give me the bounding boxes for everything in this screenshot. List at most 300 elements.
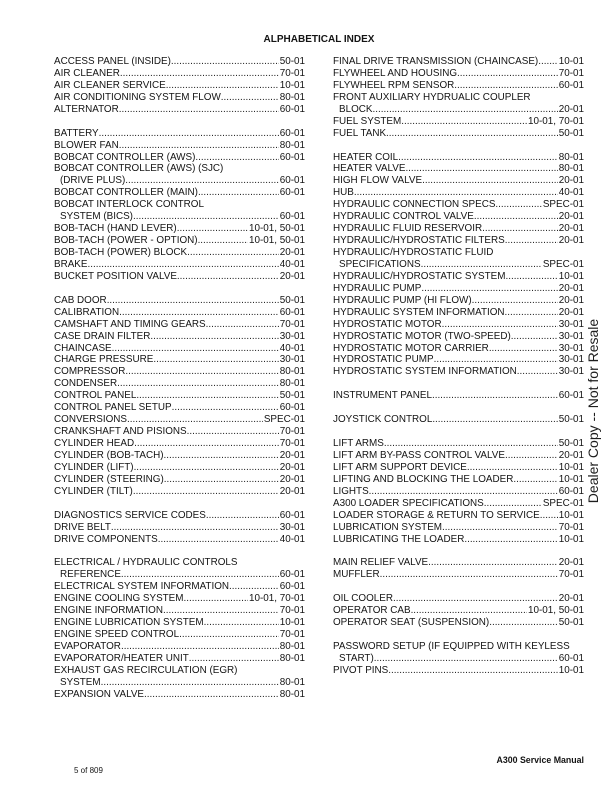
- dot-leader: [421, 283, 557, 295]
- entry-label: BOBCAT INTERLOCK CONTROL: [54, 199, 204, 211]
- entry-page-ref: 40-01: [558, 187, 584, 199]
- entry-label: EVAPORATOR/HEATER UNIT: [54, 652, 189, 664]
- index-entry: [333, 343, 584, 355]
- entry-page-ref: SPEC-01: [263, 414, 305, 426]
- index-entry: [333, 80, 584, 92]
- entry-label: BATTERY: [54, 127, 99, 139]
- entry-label: BOB-TACH (HAND LEVER): [54, 223, 177, 235]
- group-spacer: [54, 116, 305, 128]
- dot-leader: [120, 68, 279, 80]
- dot-leader: [117, 378, 279, 390]
- entry-page-ref: 70-01: [279, 426, 305, 438]
- dot-leader: [177, 223, 248, 235]
- entry-page-ref: 50-01: [279, 294, 305, 306]
- dot-leader: [388, 665, 557, 677]
- entry-page-ref: 60-01: [279, 581, 305, 593]
- entry-label: BOBCAT CONTROLLER (AWS): [54, 151, 196, 163]
- entry-label: MAIN RELIEF VALVE: [333, 557, 429, 569]
- entry-page-ref: 80-01: [279, 640, 305, 652]
- entry-page-ref: 20-01: [558, 294, 584, 306]
- index-entry: [54, 247, 305, 259]
- entry-label: HYDROSTATIC PUMP: [333, 354, 434, 366]
- index-entry: [333, 175, 584, 187]
- entry-page-ref: 80-01: [279, 378, 305, 390]
- dot-leader: [229, 581, 279, 593]
- dot-leader: [398, 152, 558, 164]
- entry-page-ref: 10-01: [279, 79, 305, 91]
- index-entry: [333, 295, 584, 307]
- index-entry: [54, 80, 305, 92]
- entry-label: SPECIFICATIONS: [339, 258, 421, 270]
- entry-page-ref: 30-01: [558, 354, 584, 366]
- entry-label: HEATER COIL: [333, 151, 399, 163]
- entry-label: ACCESS PANEL (INSIDE): [54, 56, 171, 67]
- entry-page-ref: 20-01: [558, 593, 584, 605]
- entry-page-ref: 20-01: [558, 235, 584, 247]
- index-column-right: [333, 56, 584, 677]
- group-spacer: [54, 545, 305, 557]
- dot-leader: [372, 104, 557, 116]
- index-entry: [54, 534, 305, 546]
- entry-page-ref: 10-01: [558, 533, 584, 545]
- dot-leader: [153, 354, 278, 366]
- dot-leader: [489, 343, 558, 355]
- dot-leader: [134, 462, 279, 474]
- entry-label: HYDRAULIC PUMP: [333, 282, 422, 294]
- entry-label: CASE DRAIN FILTER: [54, 330, 151, 342]
- entry-page-ref: 70-01: [558, 521, 584, 533]
- dot-leader: [177, 271, 279, 283]
- entry-page-ref: 60-01: [279, 103, 305, 115]
- dot-leader: [134, 438, 279, 450]
- entry-page-ref: 60-01: [558, 485, 584, 497]
- index-entry: [333, 199, 584, 211]
- entry-page-ref: 80-01: [279, 366, 305, 378]
- index-entry: [54, 331, 305, 343]
- index-entry: [54, 354, 305, 366]
- dot-leader: [354, 187, 558, 199]
- entry-page-ref: 20-01: [558, 103, 584, 115]
- dot-leader: [133, 211, 279, 223]
- entry-page-ref: 30-01: [558, 366, 584, 378]
- entry-label: ELECTRICAL / HYDRAULIC CONTROLS: [54, 557, 238, 569]
- dot-leader: [513, 474, 557, 486]
- entry-label: CYLINDER (TILT): [54, 485, 133, 497]
- entry-label: HUB: [333, 187, 354, 199]
- index-entry-line: [54, 557, 305, 569]
- index-entry: [333, 235, 584, 247]
- entry-page-ref: 60-01: [279, 306, 305, 318]
- dot-leader: [505, 271, 557, 283]
- dot-leader: [457, 68, 558, 80]
- entry-label: LIFT ARM BY-PASS CONTROL VALVE: [333, 449, 505, 461]
- index-entry: [333, 128, 584, 140]
- entry-page-ref: 60-01: [558, 652, 584, 664]
- group-spacer: [333, 581, 584, 593]
- entry-label: HEATER VALVE: [333, 163, 406, 175]
- entry-label: LIFT ARM SUPPORT DEVICE: [333, 461, 467, 473]
- entry-label: LIFTING AND BLOCKING THE LOADER: [333, 473, 514, 485]
- page-title: ALPHABETICAL INDEX: [263, 34, 375, 45]
- dot-leader: [511, 331, 558, 343]
- entry-label: FRONT AUXILIARY HYDRUALIC COUPLER: [333, 91, 531, 103]
- entry-page-ref: SPEC-01: [542, 497, 584, 509]
- entry-page-ref: 30-01: [558, 330, 584, 342]
- entry-page-ref: 10-01, 70-01: [527, 115, 584, 127]
- group-spacer: [333, 378, 584, 390]
- index-entry: [333, 187, 584, 199]
- dot-leader: [150, 331, 278, 343]
- dot-leader: [432, 390, 558, 402]
- index-entry: [54, 569, 305, 581]
- dot-leader: [164, 450, 279, 462]
- index-entry: [333, 283, 584, 295]
- index-entry: [333, 462, 584, 474]
- entry-label: HYDRAULIC SYSTEM INFORMATION: [333, 306, 505, 318]
- entry-label: LIGHTS: [333, 485, 369, 497]
- entry-label: HIGH FLOW VALVE: [333, 175, 423, 187]
- entry-page-ref: 30-01: [558, 318, 584, 330]
- index-entry: [54, 175, 305, 187]
- dot-leader: [467, 462, 558, 474]
- entry-label: MUFFLER: [333, 569, 380, 581]
- dot-leader: [464, 534, 557, 546]
- index-entry: [54, 522, 305, 534]
- entry-page-ref: 60-01: [279, 175, 305, 187]
- entry-label: ALTERNATOR: [54, 103, 119, 115]
- entry-page-ref: 20-01: [558, 557, 584, 569]
- entry-label: FLYWHEEL AND HOUSING: [333, 67, 458, 79]
- dot-leader: [172, 402, 279, 414]
- entry-label: DRIVE COMPONENTS: [54, 533, 158, 545]
- entry-page-ref: 20-01: [279, 449, 305, 461]
- dot-leader: [489, 617, 558, 629]
- entry-page-ref: 20-01: [279, 485, 305, 497]
- dot-leader: [87, 259, 278, 271]
- entry-page-ref: 10-01, 50-01: [248, 235, 305, 247]
- group-spacer: [333, 629, 584, 641]
- entry-page-ref: 20-01: [558, 449, 584, 461]
- entry-page-ref: 10-01, 50-01: [248, 223, 305, 235]
- entry-page-ref: 10-01: [558, 461, 584, 473]
- index-entry: [333, 653, 584, 665]
- dot-leader: [125, 366, 278, 378]
- dot-leader: [184, 593, 248, 605]
- index-entry: [54, 223, 305, 235]
- index-entry: [54, 474, 305, 486]
- entry-label: CAMSHAFT AND TIMING GEARS: [54, 318, 206, 330]
- entry-page-ref: 20-01: [279, 473, 305, 485]
- index-entry: [333, 366, 584, 378]
- dot-leader: [374, 653, 558, 665]
- index-entry: [54, 56, 305, 68]
- index-entry: [54, 581, 305, 593]
- entry-page-ref: 60-01: [558, 79, 584, 91]
- group-spacer: [333, 402, 584, 414]
- dot-leader: [384, 438, 558, 450]
- index-entry: [333, 510, 584, 522]
- manual-title: A300 Service Manual: [496, 755, 584, 765]
- dot-leader: [101, 677, 279, 689]
- index-entry: [54, 92, 305, 104]
- entry-label: HYDROSTATIC MOTOR (TWO-SPEED): [333, 330, 511, 342]
- entry-page-ref: 20-01: [558, 306, 584, 318]
- dot-leader: [505, 307, 558, 319]
- dot-leader: [540, 510, 558, 522]
- entry-label: AIR CONDITIONING SYSTEM FLOW: [54, 91, 221, 103]
- entry-page-ref: 30-01: [279, 521, 305, 533]
- entry-page-ref: 50-01: [279, 390, 305, 402]
- entry-label: BLOWER FAN: [54, 139, 119, 151]
- dot-leader: [442, 319, 558, 331]
- index-entry: [333, 665, 584, 677]
- index-entry: [333, 450, 584, 462]
- entry-page-ref: 70-01: [558, 569, 584, 581]
- page-number: 5 of 809: [74, 766, 103, 775]
- dealer-copy-watermark: Dealer Copy -- Not for Resale: [585, 318, 601, 504]
- dot-leader: [421, 259, 542, 271]
- entry-label: HYDROSTATIC SYSTEM INFORMATION: [333, 366, 517, 378]
- entry-page-ref: 10-01, 50-01: [527, 605, 584, 617]
- entry-page-ref: 60-01: [279, 127, 305, 139]
- index-entry-line: [333, 641, 584, 653]
- entry-label: BRAKE: [54, 258, 88, 270]
- index-entry: [333, 498, 584, 510]
- entry-label: JOYSTICK CONTROL: [333, 414, 433, 426]
- entry-page-ref: 60-01: [558, 390, 584, 402]
- group-spacer: [333, 140, 584, 152]
- index-entry: [333, 486, 584, 498]
- entry-page-ref: 70-01: [558, 67, 584, 79]
- entry-label: EVAPORATOR: [54, 640, 121, 652]
- entry-label: CONTROL PANEL SETUP: [54, 402, 172, 414]
- index-entry: [333, 116, 584, 128]
- index-entry: [54, 211, 305, 223]
- index-entry: [333, 211, 584, 223]
- entry-page-ref: 50-01: [558, 617, 584, 629]
- index-entry: [54, 343, 305, 355]
- index-entry: [54, 104, 305, 116]
- dot-leader: [472, 295, 558, 307]
- dot-leader: [369, 486, 558, 498]
- dot-leader: [121, 569, 279, 581]
- entry-label: BOB-TACH (POWER) BLOCK: [54, 247, 188, 258]
- dot-leader: [432, 414, 557, 426]
- index-entry: [54, 295, 305, 307]
- dot-leader: [411, 605, 527, 617]
- index-entry: [54, 152, 305, 164]
- entry-page-ref: 10-01: [558, 509, 584, 521]
- entry-label: FLYWHEEL RPM SENSOR: [333, 79, 455, 91]
- dot-leader: [195, 152, 278, 164]
- index-entry: [54, 235, 305, 247]
- index-entry: [333, 605, 584, 617]
- index-entry: [333, 414, 584, 426]
- entry-page-ref: 60-01: [279, 509, 305, 521]
- entry-label: BOB-TACH (POWER - OPTION): [54, 235, 198, 247]
- dot-leader: [187, 426, 279, 438]
- entry-page-ref: 60-01: [279, 569, 305, 581]
- index-entry: [333, 438, 584, 450]
- entry-label: COMPRESSOR: [54, 366, 126, 378]
- index-entry-line: [333, 247, 584, 259]
- dot-leader: [158, 534, 279, 546]
- index-entry: [54, 140, 305, 152]
- entry-page-ref: 20-01: [558, 175, 584, 187]
- dot-leader: [221, 92, 279, 104]
- entry-label: (DRIVE PLUS): [60, 175, 126, 187]
- entry-page-ref: 70-01: [279, 605, 305, 617]
- entry-label: HYDRAULIC/HYDROSTATIC FILTERS: [333, 235, 505, 247]
- index-entry: [333, 617, 584, 629]
- index-entry: [54, 605, 305, 617]
- index-entry: [333, 152, 584, 164]
- entry-label: AIR CLEANER: [54, 67, 120, 79]
- entry-page-ref: 60-01: [279, 211, 305, 223]
- index-entry: [54, 677, 305, 689]
- index-entry: [54, 366, 305, 378]
- entry-label: AIR CLEANER SERVICE: [54, 79, 166, 91]
- index-entry: [54, 629, 305, 641]
- dot-leader: [121, 641, 279, 653]
- index-entry: [54, 128, 305, 140]
- entry-label: BOBCAT CONTROLLER (MAIN): [54, 187, 198, 199]
- entry-page-ref: 70-01: [279, 629, 305, 640]
- entry-page-ref: 20-01: [558, 211, 584, 223]
- entry-label: OIL COOLER: [333, 593, 393, 605]
- index-entry: [54, 271, 305, 283]
- entry-page-ref: 70-01: [279, 67, 305, 79]
- entry-page-ref: 60-01: [279, 187, 305, 199]
- entry-label: CONTROL PANEL: [54, 390, 137, 402]
- entry-page-ref: 80-01: [279, 91, 305, 103]
- entry-page-ref: SPEC-01: [542, 258, 584, 270]
- dot-leader: [474, 211, 558, 223]
- entry-label: DRIVE BELT: [54, 521, 111, 533]
- entry-label: BOBCAT CONTROLLER (AWS) (SJC): [54, 163, 224, 175]
- entry-label: LOADER STORAGE & RETURN TO SERVICE: [333, 509, 540, 521]
- entry-page-ref: 80-01: [279, 676, 305, 688]
- index-entry: [54, 462, 305, 474]
- entry-label: EXPANSION VALVE: [54, 688, 144, 700]
- index-entry-line: [54, 163, 305, 175]
- entry-page-ref: 70-01: [279, 438, 305, 449]
- dot-leader: [393, 593, 558, 605]
- dot-leader: [505, 450, 558, 462]
- entry-page-ref: 50-01: [558, 414, 584, 426]
- entry-label: BUCKET POSITION VALVE: [54, 270, 177, 282]
- entry-page-ref: 10-01: [558, 664, 584, 676]
- dot-leader: [401, 116, 527, 128]
- entry-page-ref: 10-01: [279, 617, 305, 629]
- entry-page-ref: 80-01: [279, 139, 305, 151]
- dot-leader: [171, 56, 279, 68]
- entry-label: SYSTEM: [60, 676, 101, 688]
- entry-page-ref: 20-01: [279, 247, 305, 258]
- dot-leader: [119, 307, 279, 319]
- entry-label: HYDROSTATIC MOTOR CARRIER: [333, 342, 489, 354]
- index-entry: [54, 187, 305, 199]
- dot-leader: [434, 354, 558, 366]
- index-entry: [54, 68, 305, 80]
- group-spacer: [333, 545, 584, 557]
- entry-page-ref: 80-01: [279, 652, 305, 664]
- entry-page-ref: 30-01: [279, 354, 305, 366]
- index-entry: [54, 378, 305, 390]
- index-entry: [333, 163, 584, 175]
- group-spacer: [333, 426, 584, 438]
- index-entry: [333, 557, 584, 569]
- entry-page-ref: 10-01, 70-01: [248, 593, 305, 605]
- entry-label: BLOCK: [339, 103, 373, 115]
- entry-label: PIVOT PINS: [333, 664, 389, 676]
- entry-label: A300 LOADER SPECIFICATIONS: [333, 497, 484, 509]
- entry-label: CONDENSER: [54, 378, 118, 390]
- index-entry: [54, 450, 305, 462]
- index-entry: [333, 569, 584, 581]
- index-entry: [333, 271, 584, 283]
- entry-page-ref: 50-01: [558, 438, 584, 449]
- entry-page-ref: 30-01: [558, 342, 584, 354]
- entry-page-ref: 20-01: [279, 461, 305, 473]
- index-entry-line: [54, 665, 305, 677]
- index-entry: [54, 641, 305, 653]
- dot-leader: [127, 414, 263, 426]
- dot-leader: [179, 629, 279, 641]
- index-entry: [333, 319, 584, 331]
- entry-page-ref: 20-01: [279, 270, 305, 282]
- index-entry: [333, 390, 584, 402]
- dot-leader: [454, 80, 557, 92]
- entry-page-ref: SPEC-01: [542, 199, 584, 211]
- dot-leader: [163, 605, 279, 617]
- index-entry-line: [333, 92, 584, 104]
- dot-leader: [187, 247, 279, 259]
- index-entry: [333, 354, 584, 366]
- entry-label: CONVERSIONS: [54, 414, 127, 426]
- index-entry: [333, 534, 584, 546]
- entry-page-ref: 30-01: [279, 330, 305, 342]
- dot-leader: [206, 319, 279, 331]
- entry-label: LUBRICATION SYSTEM: [333, 521, 443, 533]
- index-entry: [333, 223, 584, 235]
- entry-label: CAB DOOR: [54, 294, 107, 306]
- dot-leader: [112, 343, 279, 355]
- entry-label: LUBRICATING THE LOADER: [333, 533, 465, 545]
- dot-leader: [206, 510, 279, 522]
- index-entry: [333, 593, 584, 605]
- entry-page-ref: 40-01: [279, 258, 305, 270]
- entry-page-ref: 80-01: [558, 163, 584, 175]
- entry-label: HYDRAULIC/HYDROSTATIC SYSTEM: [333, 270, 506, 282]
- index-entry: [333, 68, 584, 80]
- dot-leader: [166, 80, 279, 92]
- index-entry: [54, 426, 305, 438]
- entry-label: HYDRAULIC FLUID RESERVOIR: [333, 223, 483, 235]
- dot-leader: [133, 486, 279, 498]
- dot-leader: [99, 128, 279, 140]
- entry-page-ref: 60-01: [279, 402, 305, 414]
- dot-leader: [495, 199, 541, 211]
- dot-leader: [125, 175, 278, 187]
- dot-leader: [517, 366, 558, 378]
- entry-label: HYDROSTATIC MOTOR: [333, 318, 442, 330]
- dot-leader: [119, 140, 279, 152]
- entry-page-ref: 10-01: [558, 473, 584, 485]
- index-entry: [333, 331, 584, 343]
- entry-page-ref: 20-01: [558, 223, 584, 235]
- index-entry: [333, 56, 584, 68]
